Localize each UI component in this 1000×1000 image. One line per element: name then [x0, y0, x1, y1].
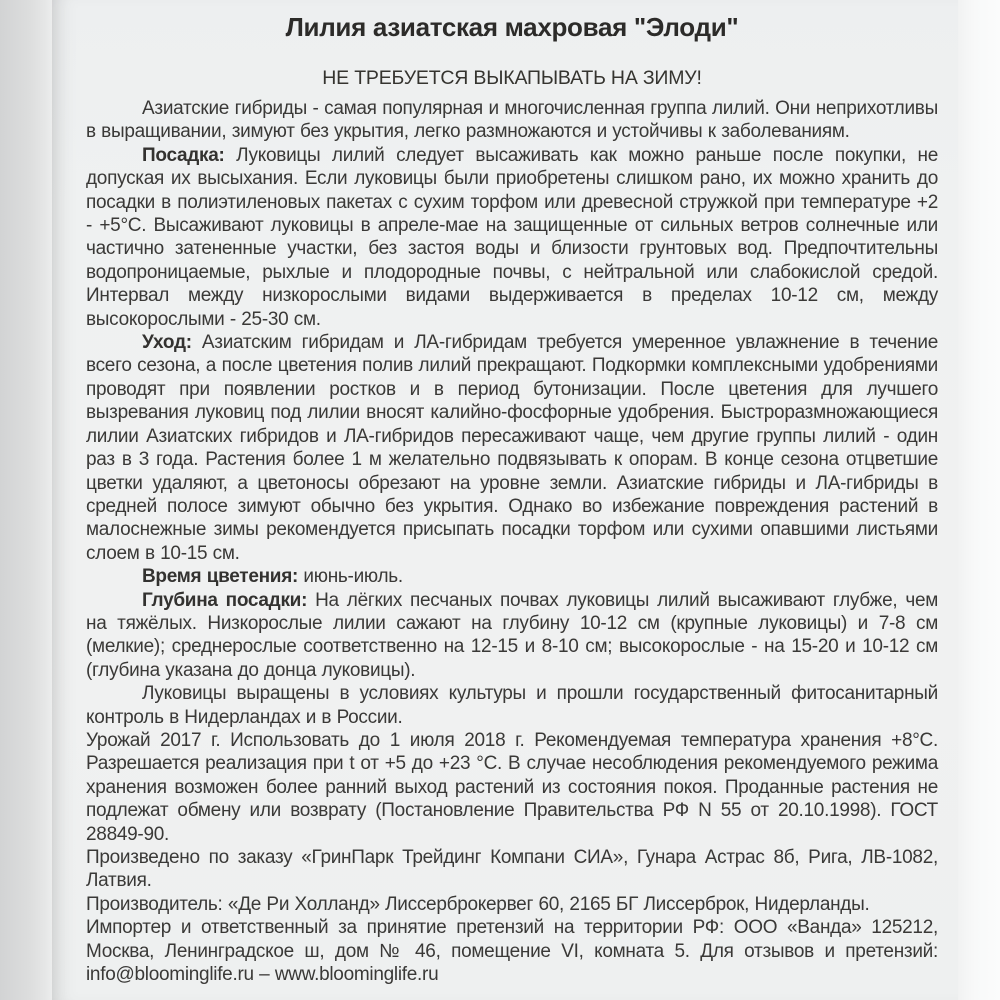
section-label-bloom-time: Время цветения: — [142, 566, 299, 588]
page-title: Лилия азиатская махровая "Элоди" — [285, 12, 739, 42]
paragraph-text: На лёгких песчаных почвах луковицы лилий высаживают глубже, чем на тяжёлых. Низкорослые лилии сажают на глубину 10-12 см (крупные луковицы) и 7-8 см (мелкие); среднерослые соответственно на 12-15 и 8-10 см; высокорослые - на 15-20 и 10-12 см (глубина указана до донца луковицы). — [86, 589, 939, 681]
paragraph-care — [86, 331, 938, 565]
document-content — [52, 0, 958, 986]
section-label-planting-depth: Глубина посадки: — [142, 589, 308, 611]
section-label-care: Уход: — [142, 332, 192, 354]
paragraph-phytosanitary — [86, 682, 938, 729]
paragraph-bloom-time — [86, 565, 938, 588]
paragraph-text: Производитель: «Де Ри Холланд» Лиссерброкервег 60, 2165 БГ Лиссерброк, Нидерланды. — [86, 893, 870, 915]
paragraph-text: Произведено по заказу «ГринПарк Трейдинг Компани СИА», Гунара Астрас 8б, Рига, ЛВ-1082, Латвия. — [86, 847, 938, 892]
paragraph-planting — [86, 144, 938, 331]
paragraph-text: Импортер и ответственный за принятие претензий на территории РФ: ООО «Ванда» 125212, Москва, Ленинградское ш, дом № 46, помещение VI, комната 5. Для отзывов и претензий: info@bloominglife.ru – www.bloominglife.ru — [86, 917, 938, 986]
paragraph-text: Азиатским гибридам и ЛА-гибридам требуется умеренное увлажнение в течение всего сезона, а после цветения полив лилий прекращают. Подкормки комплексными удобрениями проводят при появлении ростков и в период бутонизации. После цветения для лучшего вызревания луковиц под лилии вносят калийно-фосфорные удобрения. Быстроразмножающиеся лилии Азиатских гибридов и ЛА-гибридов пересаживают чаще, чем другие группы лилий - один раз в 3 года. Растения более 1 м желательно подвязывать к опорам. В конце сезона отцветшие цветки удаляют, а цветоносы обрезают на уровне земли. Азиатские гибриды и ЛА-гибриды в средней полосе зимуют обычно без укрытия. Однако во избежание повреждения растений в малоснежные зимы рекомендуется присыпать посадки торфом или сухими опавшими листьями слоем в 10-15 см. — [86, 332, 939, 564]
paragraph-harvest-storage — [86, 729, 938, 846]
paper-right-margin — [958, 0, 1000, 1000]
paragraph-planting-depth — [86, 589, 938, 683]
paragraph-text: Азиатские гибриды - самая популярная и многочисленная группа лилий. Они неприхотливы в выращивании, зимуют без укрытия, легко размножаются и устойчивы к заболеваниям. — [86, 98, 938, 143]
paragraph-importer-contacts — [86, 916, 938, 986]
paragraph-text: Луковицы выращены в условиях культуры и прошли государственный фитосанитарный контроль в Нидерландах и в России. — [86, 683, 938, 728]
paragraph-ordered-by — [86, 846, 938, 893]
paragraph-manufacturer — [86, 893, 938, 916]
paragraph-text: Урожай 2017 г. Использовать до 1 июля 2018 г. Рекомендуемая температура хранения +8°С. Разрешается реализация при t от +5 до +23 °С. В случае несоблюдения рекомендуемого режима хранения возможен более ранний выход растений из состояния покоя. Проданные растения не подлежат обмену или возврату (Постановление Правительства РФ N 55 от 20.10.1998). ГОСТ 28849-90. — [86, 729, 938, 845]
section-label-planting: Посадка: — [142, 144, 225, 166]
paragraph-intro — [86, 97, 938, 144]
paragraph-text: июнь-июль. — [303, 566, 403, 588]
subtitle-no-digging: НЕ ТРЕБУЕТСЯ ВЫКАПЫВАТЬ НА ЗИМУ! — [322, 67, 702, 89]
paper-left-edge — [0, 0, 52, 1000]
paper-label — [52, 0, 958, 1000]
paragraph-text: Луковицы лилий следует высаживать как можно раньше после покупки, не допуская их высыхания. Если луковицы были приобретены слишком рано, их можно хранить до посадки в полиэтиленовых пакетах с сухим торфом или древесной стружкой при температуре +2 - +5°С. Высаживают луковицы в апреле-мае на защищенные от сильных ветров солнечные или частично затененные участки, без застоя воды и близости грунтовых вод. Предпочтительны водопроницаемые, рыхлые и плодородные почвы, с нейтральной или слабокислой средой. Интервал между низкорослыми видами выдерживается в пределах 10-12 см, между высокорослыми - 25-30 см. — [86, 144, 938, 330]
